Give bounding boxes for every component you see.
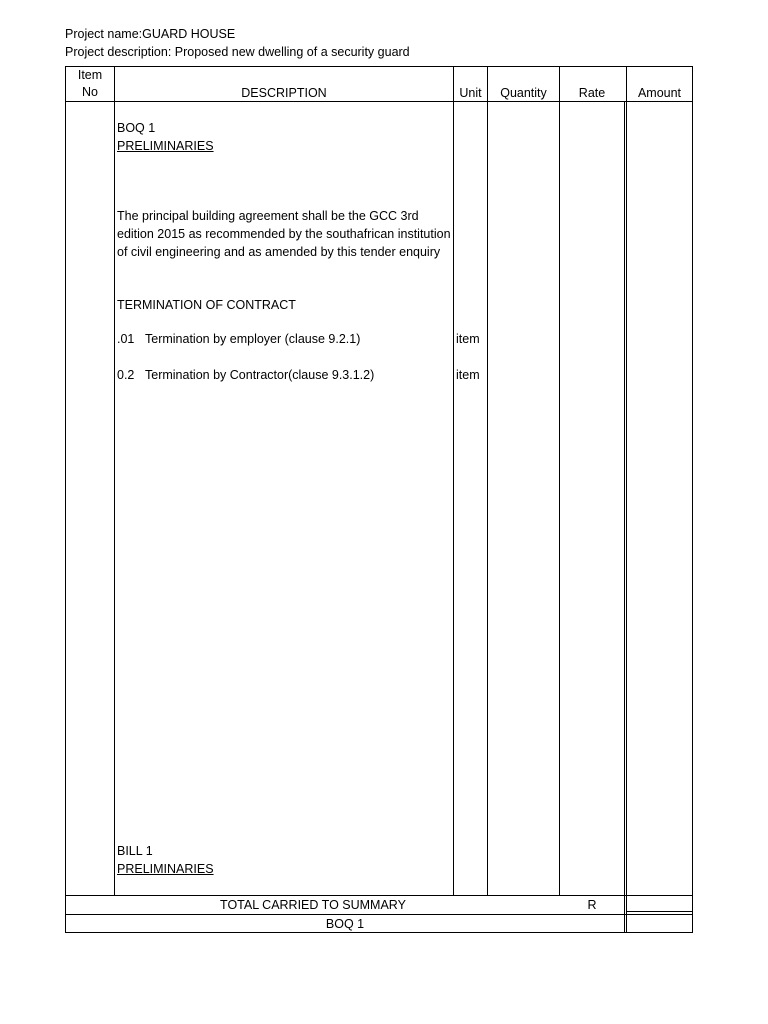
table-left-border: [65, 66, 66, 933]
col-amount: Amount: [637, 86, 682, 100]
boq-label: BOQ 1: [117, 121, 156, 135]
bill-section-title: PRELIMINARIES: [117, 862, 214, 876]
col-description: DESCRIPTION: [241, 86, 327, 100]
table-right-border: [692, 66, 693, 933]
currency-symbol: R: [587, 898, 597, 912]
project-name: Project name:GUARD HOUSE: [65, 27, 236, 41]
total-carried-label: TOTAL CARRIED TO SUMMARY: [220, 898, 406, 912]
col-item-no: Item No: [77, 68, 103, 99]
quantity-col-divider: [559, 66, 560, 895]
agreement-paragraph: The principal building agreement shall be the GCC 3rd edition 2015 as recommended by the southafrican institution of civil engineering and as amended by this tender enquiry: [117, 209, 451, 259]
project-description: Project description: Proposed new dwelling of a security guard: [65, 45, 410, 59]
section-title: PRELIMINARIES: [117, 139, 214, 153]
boq-reference: BOQ 1: [325, 917, 365, 931]
termination-heading: TERMINATION OF CONTRACT: [117, 298, 296, 312]
bill-label: BILL 1: [117, 844, 153, 858]
item-number: 0.2: [117, 368, 135, 382]
unit-col-divider: [487, 66, 488, 895]
item-number: .01: [117, 332, 135, 346]
item-unit: item: [456, 368, 480, 382]
col-unit: Unit: [459, 86, 482, 100]
item-unit: item: [456, 332, 480, 346]
description-col-divider: [453, 66, 454, 895]
item-description: Termination by employer (clause 9.2.1): [145, 332, 361, 346]
item-description: Termination by Contractor(clause 9.3.1.2): [145, 368, 375, 382]
col-rate: Rate: [578, 86, 606, 100]
rate-col-divider-inner: [626, 66, 627, 932]
table-top-border: [65, 66, 693, 67]
amount-total-box-bottom: [627, 911, 693, 912]
item-col-divider: [114, 66, 115, 895]
rate-col-divider-outer: [624, 101, 625, 932]
col-quantity: Quantity: [500, 86, 547, 100]
